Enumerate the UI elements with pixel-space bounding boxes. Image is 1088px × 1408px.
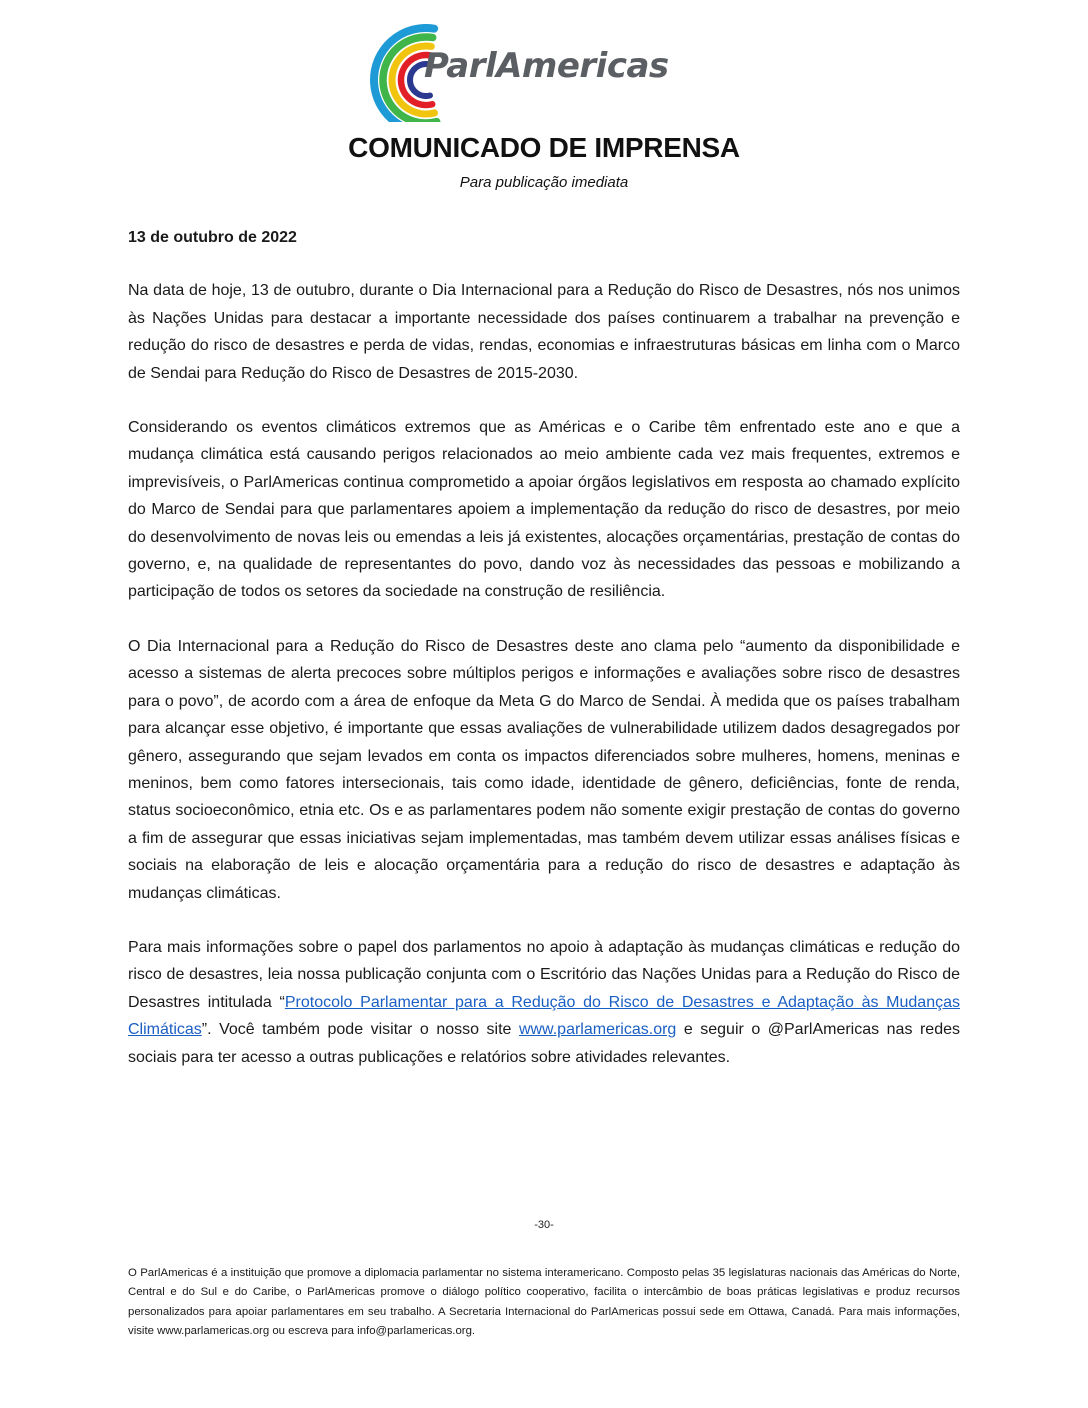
press-release-body (128, 224, 960, 1098)
paragraph-2: Considerando os eventos climáticos extremos que as Américas e o Caribe têm enfrentado este ano e que a mudança climática está causando perigos relacionados ao meio ambiente cada vez mais frequentes, extremos e imprevisíveis, o ParlAmericas continua comprometido a apoiar órgãos legislativos em resposta ao chamado explícito do Marco de Sendai para que parlamentares apoiem a implementação da redução do risco de desastres, por meio do desenvolvimento de novas leis ou emendas a leis já existentes, alocações orçamentárias, prestação de contas do governo, e, na qualidade de representantes do povo, dando voz às necessidades das pessoas e mobilizando a participação de todos os setores da sociedade na construção de resiliência. (128, 419, 960, 601)
paragraph-1: Na data de hoje, 13 de outubro, durante o Dia Internacional para a Redução do Risco de Desastres, nós nos unimos às Nações Unidas para destacar a importante necessidade dos países continuarem a trabalhar na prevenção e redução do risco de desastres e perda de vidas, rendas, economias e infraestruturas básicas em linha com o Marco de Sendai para Redução do Risco de Desastres de 2015-2030. (128, 282, 960, 382)
website-link[interactable]: www.parlamericas.org (518, 1021, 677, 1039)
page-number: -30- (534, 1219, 554, 1231)
paragraph-3: O Dia Internacional para a Redução do Risco de Desastres deste ano clama pelo “aumento da disponibilidade e acesso a sistemas de alerta precoces sobre múltiplos perigos e informações e avaliações sobre risco de desastres para o povo”, de acordo com a área de enfoque da Meta G do Marco de Sendai. À medida que os países trabalham para alcançar esse objetivo, é importante que essas avaliações de vulnerabilidade utilizem dados desagregados por gênero, assegurando que sejam levados em conta os impactos diferenciados sobre mulheres, homens, meninas e meninos, bem como fatores intersecionais, tais como idade, identidade de gênero, deficiências, fonte de renda, status socioeconômico, etnia etc. Os e as parlamentares podem não somente exigir prestação de contas do governo a fim de assegurar que essas iniciativas sejam implementadas, mas também devem utilizar essas análises físicas e sociais na elaboração de leis e alocação orçamentária para a redução do risco de desastres e adaptação às mudanças climáticas. (128, 637, 960, 902)
parlamericas-logo (356, 22, 726, 122)
paragraph-4-intro: Para mais informações sobre o papel dos parlamentos no apoio à adaptação às mudanças climáticas e redução do risco de desastres, leia nossa publicação conjunta com o Escritório das Nações Unidas para a Redução do Risco de Desastres intitulada “ (128, 938, 960, 1011)
logo-text: ParlAmericas (424, 46, 669, 86)
paragraph-4-middle: ”. Você também pode visitar o nosso site (201, 1021, 519, 1039)
footer-about: O ParlAmericas é a instituição que promove a diplomacia parlamentar no sistema interamericano. Composto pelas 35 legislaturas nacionais das Américas do Norte, Central e do Sul e do Caribe, o ParlAmericas promove o diálogo político cooperativo, facilita o intercâmbio de boas práticas legislativas e produz recursos personalizados para apoiar parlamentares em seu trabalho. A Secretaria Internacional do ParlAmericas possui sede em Ottawa, Canadá. Para mais informações, visite www.parlamericas.org ou escreva para info@parlamericas.org. (128, 1267, 960, 1337)
paragraph-4 (128, 934, 960, 1071)
page-title: COMUNICADO DE IMPRENSA (348, 132, 740, 163)
release-date: 13 de outubro de 2022 (128, 229, 297, 246)
protocol-publication-link[interactable]: Protocolo Parlamentar para a Redução do Risco de Desastres e Adaptação às Mudanças Climáticas (128, 993, 961, 1039)
paragraph-4-end: e seguir o @ParlAmericas nas redes sociais para ter acesso a outras publicações e relatórios sobre atividades relevantes. (128, 1021, 960, 1066)
page-subtitle: Para publicação imediata (459, 174, 629, 191)
